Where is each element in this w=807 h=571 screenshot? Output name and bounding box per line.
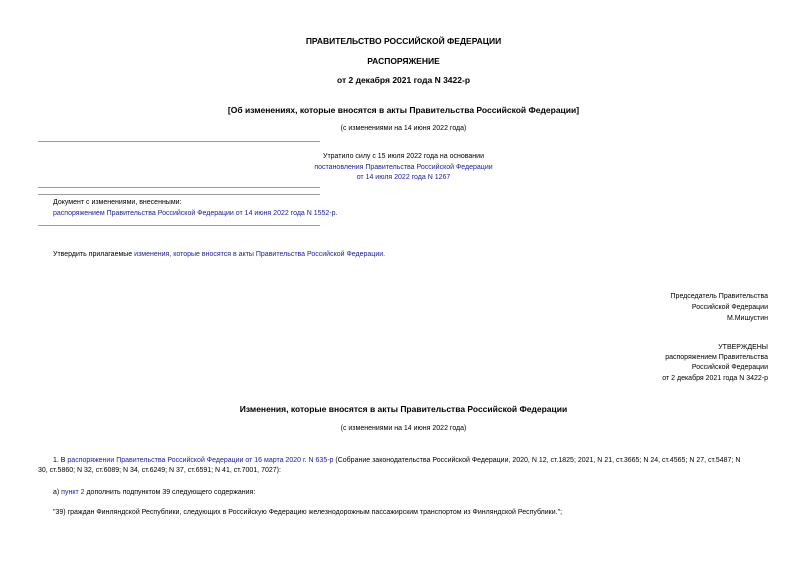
repeal-decree-link[interactable]: постановления Правительства Российской Федерации (314, 164, 493, 171)
document-title: [Об изменениях, которые вносятся в акты Правительства Российской Федерации] (227, 105, 580, 115)
approved-by-order: распоряжением Правительства (665, 354, 768, 361)
changes-link[interactable]: изменения, которые вносятся в акты Правительства Российской Федерации. (134, 251, 386, 258)
paragraph-1-line-1 (53, 456, 740, 466)
signature-country: Российской Федерации (691, 304, 768, 311)
approved-country: Российской Федерации (691, 364, 768, 371)
changes-revision-note: (с изменениями на 14 июня 2022 года) (340, 425, 467, 432)
point-2-link[interactable]: пункт 2 (61, 489, 85, 496)
amendments-label: Документ с изменениями, внесенными: (53, 199, 182, 206)
repeal-decree-date-link[interactable]: от 14 июля 2022 года N 1267 (356, 174, 451, 181)
paragraph-1-line-2: 30, ст.5860; N 32, ст.6089; N 34, ст.6249; N 37, ст.6591; N 41, ст.7001, 7027): (38, 467, 281, 474)
status-repealed-text: Утратило силу с 15 июля 2022 года на основании (323, 153, 484, 160)
quoted-subpoint-39: "39) граждан Финляндской Республики, следующих в Российскую Федерацию железнодорожным пассажирским транспортом из Финляндской Республики."; (53, 509, 563, 516)
document-type: РАСПОРЯЖЕНИЕ (367, 56, 440, 66)
document-date-number: от 2 декабря 2021 года N 3422-р (336, 75, 471, 85)
subparagraph-a (53, 488, 255, 498)
order-635-link[interactable]: распоряжении Правительства Российской Федерации от 16 марта 2020 г. N 635-р (67, 457, 334, 464)
subparagraph-a-prefix: а) (53, 489, 62, 496)
subparagraph-a-text: дополнить подпунктом 39 следующего содержания: (84, 489, 256, 496)
signature-position: Председатель Правительства (670, 293, 768, 300)
approve-paragraph (53, 250, 385, 260)
divider (38, 141, 320, 142)
revision-note: (с изменениями на 14 июня 2022 года) (340, 125, 467, 132)
changes-title: Изменения, которые вносятся в акты Правительства Российской Федерации (239, 404, 568, 414)
approved-date-number: от 2 декабря 2021 года N 3422-р (662, 375, 768, 382)
amendment-order-link[interactable]: распоряжением Правительства Российской Федерации от 14 июня 2022 года N 1552-р. (53, 210, 338, 217)
divider (38, 225, 320, 226)
divider (38, 194, 320, 195)
signature-name: М.Мишустин (726, 315, 768, 322)
divider (38, 187, 320, 188)
approved-heading: УТВЕРЖДЕНЫ (718, 344, 768, 351)
government-heading: ПРАВИТЕЛЬСТВО РОССИЙСКОЙ ФЕДЕРАЦИИ (305, 36, 502, 46)
approve-text: Утвердить прилагаемые (53, 251, 135, 258)
paragraph-1-text: (Собрание законодательства Российской Федерации, 2020, N 12, ст.1825; 2021, N 21, ст.3665; N 24, ст.4565; N 27, ст.5487; N (333, 457, 741, 464)
paragraph-1-prefix: 1. В (53, 457, 68, 464)
